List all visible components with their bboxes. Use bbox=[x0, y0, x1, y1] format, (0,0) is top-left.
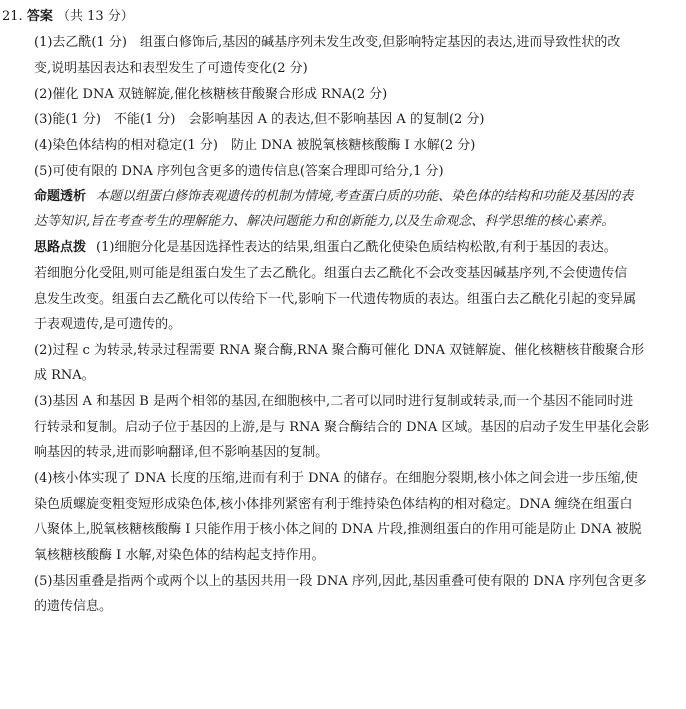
intent-line-2: 达等知识,旨在考查考生的理解能力、解决问题能力和创新能力,以及生命观念、科学思维的核心素养。 bbox=[34, 214, 615, 229]
analysis-p3-line-3: 响基因的转录,进而影响翻译,但不影响基因的复制。 bbox=[34, 445, 329, 460]
question-score: （共 13 分） bbox=[56, 9, 134, 24]
analysis-p1-line-3: 息发生改变。组蛋白去乙酰化可以传给下一代,影响下一代遗传物质的表达。组蛋白去乙酰化引起的变异属 bbox=[34, 292, 637, 307]
answer-2: (2)催化 DNA 双链解旋,催化核糖核苷酸聚合形成 RNA(2 分) bbox=[34, 87, 388, 102]
analysis-p4-line-2: 染色质螺旋变粗变短形成染色体,核小体排列紧密有利于维持染色体结构的相对稳定。DNA 缠绕在组蛋白 bbox=[34, 497, 633, 512]
answer-3: (3)能(1 分) 不能(1 分) 会影响基因 A 的表达,但不影响基因 A 的复制(2 分) bbox=[34, 112, 485, 127]
analysis-p2-line-1: (2)过程 c 为转录,转录过程需要 RNA 聚合酶,RNA 聚合酶可催化 DNA 双链解旋、催化核糖核苷酸聚合形 bbox=[34, 343, 645, 358]
analysis-p3-line-2: 行转录和复制。启动子位于基因的上游,是与 RNA 聚合酶结合的 DNA 区域。基因的启动子发生甲基化会影 bbox=[34, 420, 650, 435]
intent-text-1: 本题以组蛋白修饰表观遗传的机制为情境,考查蛋白质的功能、染色体的结构和功能及基因的表 bbox=[96, 189, 634, 204]
intent-line-1 bbox=[34, 188, 633, 205]
analysis-label: 思路点拨 bbox=[34, 240, 87, 255]
analysis-line-1 bbox=[34, 239, 617, 256]
analysis-p4-line-4: 氧核糖核酸酶 Ⅰ 水解,对染色体的结构起支持作用。 bbox=[34, 548, 325, 563]
analysis-p2-line-2: 成 RNA。 bbox=[34, 368, 95, 383]
analysis-p1-text-1: (1)细胞分化是基因选择性表达的结果,组蛋白乙酰化使染色质结构松散,有利于基因的表达。 bbox=[96, 240, 617, 255]
analysis-p1-line-2: 若细胞分化受阻,则可能是组蛋白发生了去乙酰化。组蛋白去乙酰化不会改变基因碱基序列,不会使遗传信 bbox=[34, 266, 628, 281]
analysis-p5-line-2: 的遗传信息。 bbox=[34, 599, 113, 614]
analysis-p3-line-1: (3)基因 A 和基因 B 是两个相邻的基因,在细胞核中,二者可以同时进行复制或转录,而一个基因不能同时进 bbox=[34, 394, 634, 409]
answer-1-line-2: 变,说明基因表达和表型发生了可遗传变化(2 分) bbox=[34, 61, 308, 76]
intent-label: 命题透析 bbox=[34, 189, 87, 204]
analysis-p4-line-3: 八聚体上,脱氧核糖核酸酶 Ⅰ 只能作用于核小体之间的 DNA 片段,推测组蛋白的作用可能是防止 DNA 被脱 bbox=[34, 522, 642, 537]
question-number: 21. bbox=[2, 9, 23, 24]
answer-5: (5)可使有限的 DNA 序列包含更多的遗传信息(答案合理即可给分,1 分) bbox=[34, 164, 444, 179]
answer-4: (4)染色体结构的相对稳定(1 分) 防止 DNA 被脱氧核糖核酸酶 Ⅰ 水解(2 分) bbox=[34, 138, 476, 153]
answer-label: 答案 bbox=[26, 9, 53, 24]
answer-1-line-1: (1)去乙酰(1 分) 组蛋白修饰后,基因的碱基序列未发生改变,但影响特定基因的表达,进而导致性状的改 bbox=[34, 35, 621, 50]
question-header bbox=[0, 8, 134, 25]
analysis-p1-line-4: 于表观遗传,是可遗传的。 bbox=[34, 317, 182, 332]
analysis-p5-line-1: (5)基因重叠是指两个或两个以上的基因共用一段 DNA 序列,因此,基因重叠可使有限的 DNA 序列包含更多 bbox=[34, 574, 647, 589]
analysis-p4-line-1: (4)核小体实现了 DNA 长度的压缩,进而有利于 DNA 的储存。在细胞分裂期,核小体之间会进一步压缩,使 bbox=[34, 471, 638, 486]
